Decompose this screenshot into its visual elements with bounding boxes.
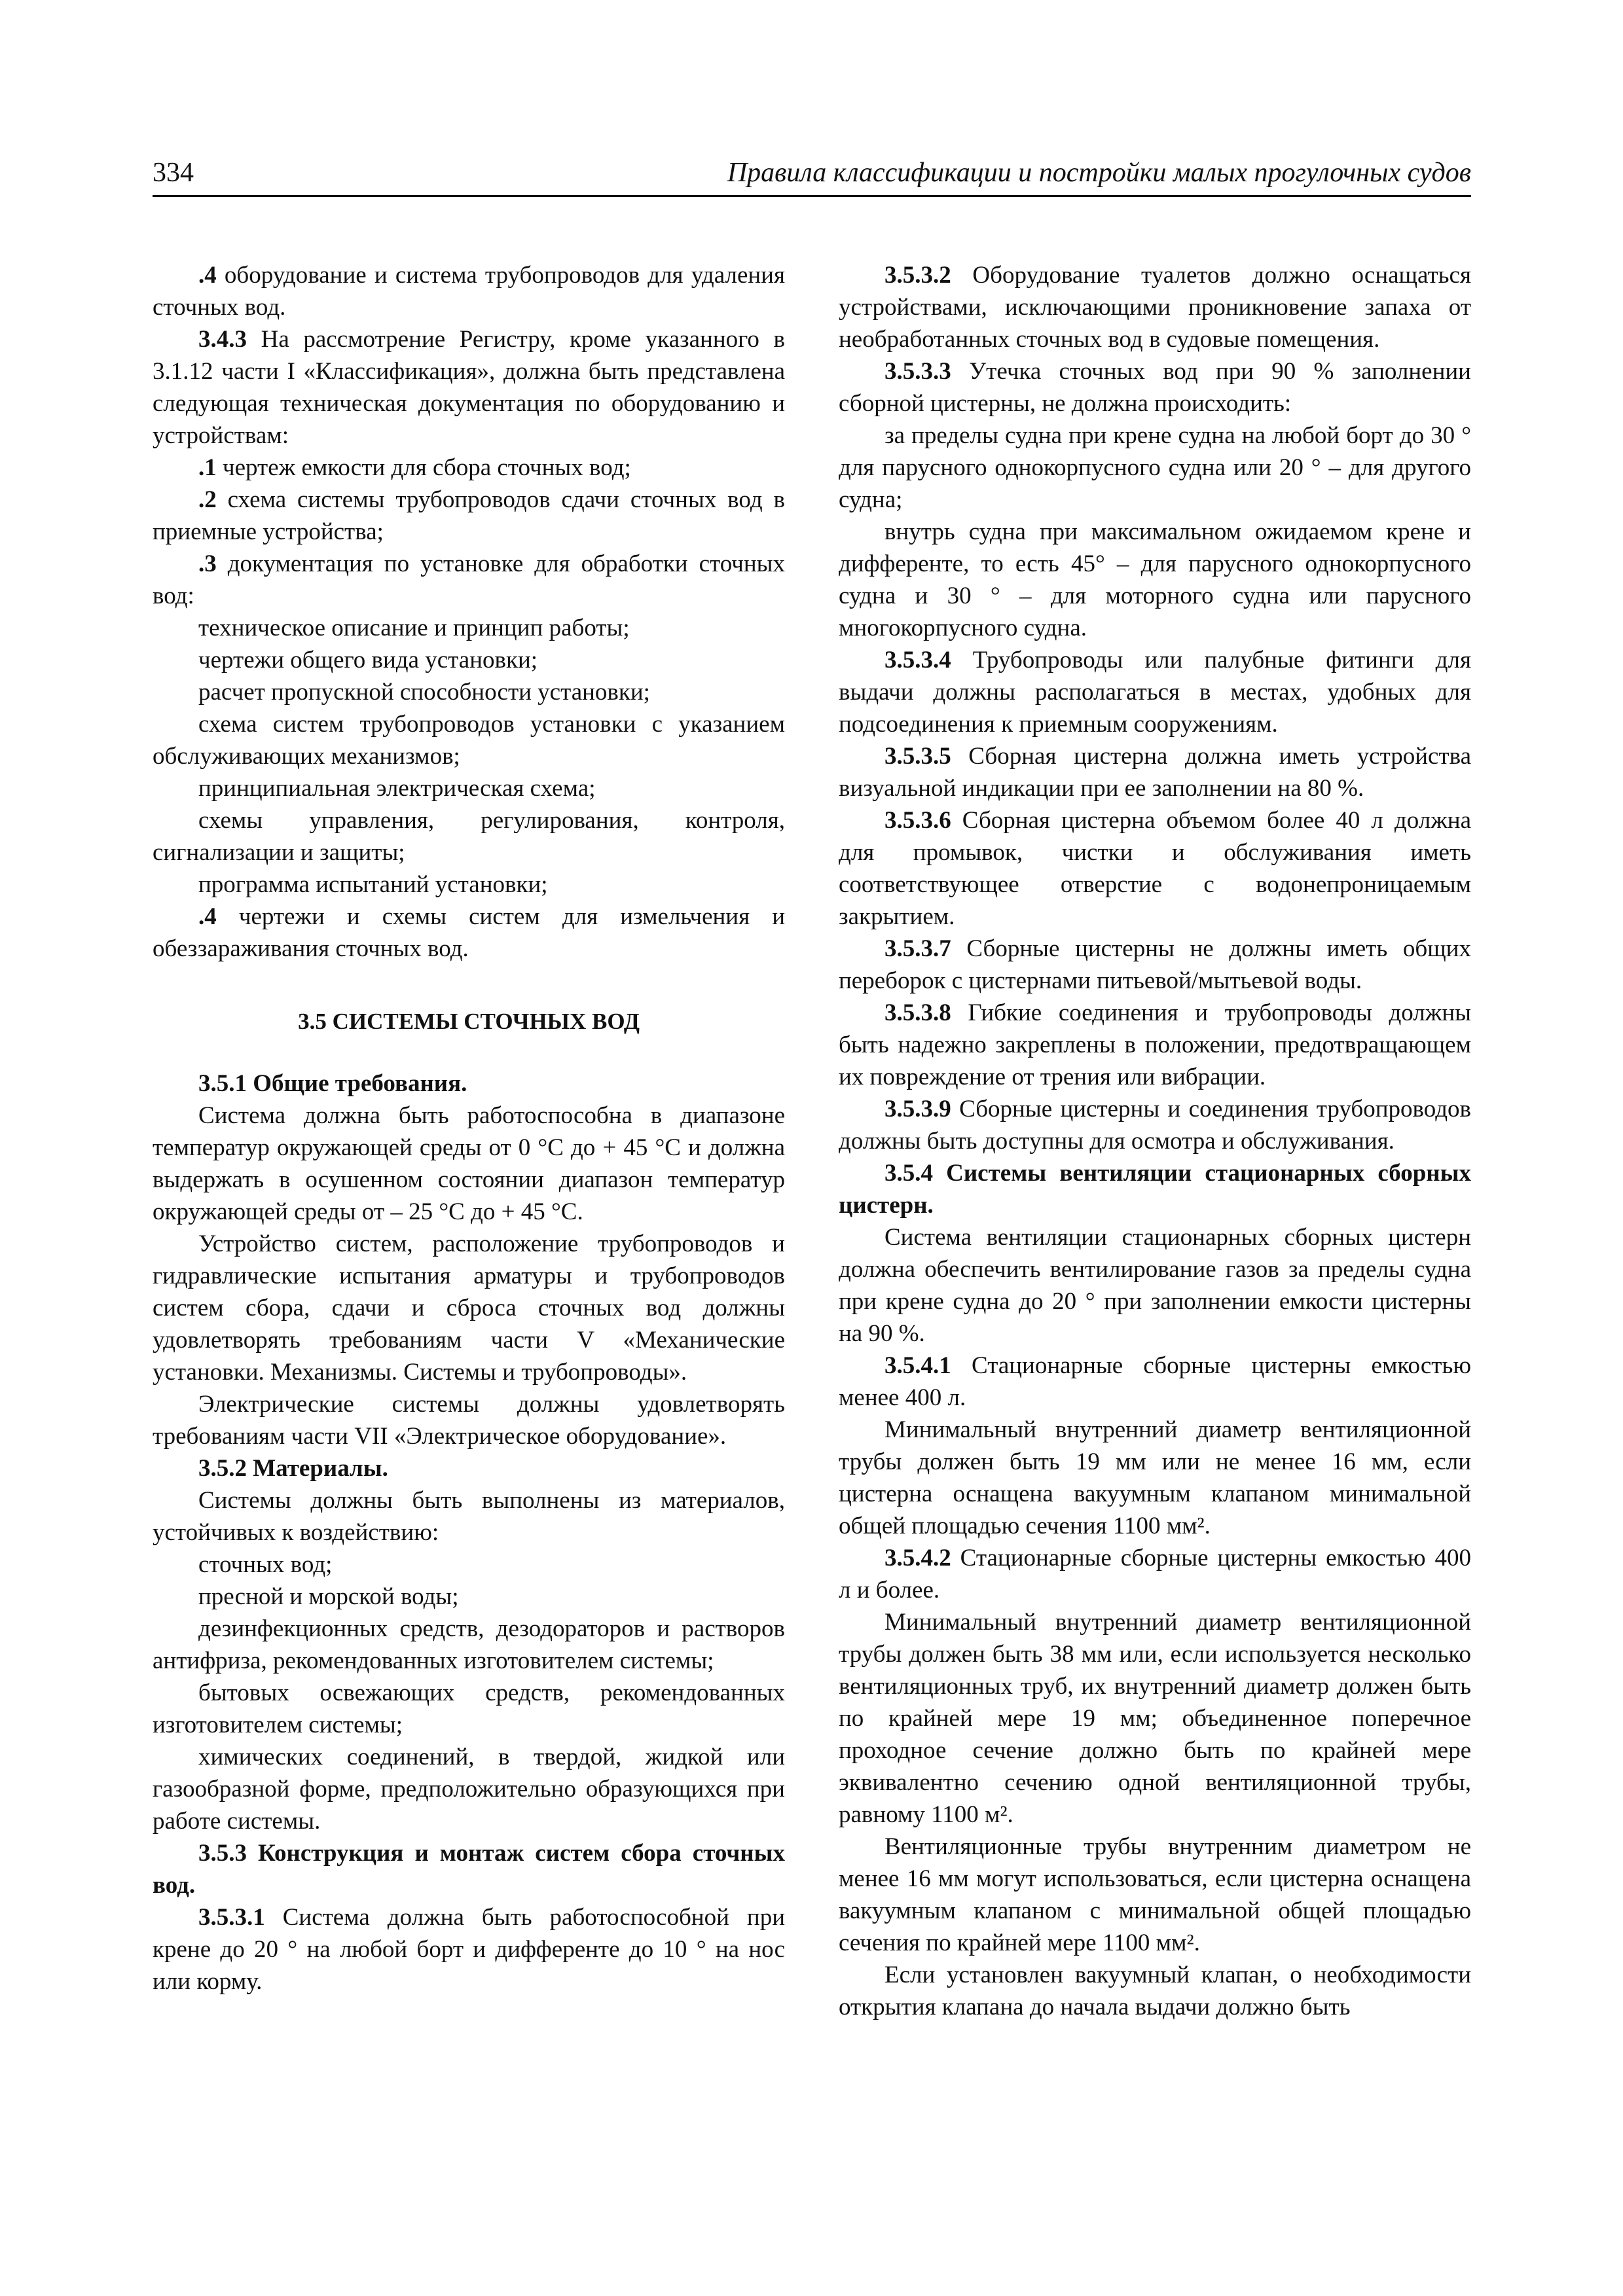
paragraph: Если установлен вакуумный клапан, о необходимости открытия клапана до начала выдачи должно быть: [839, 1962, 1471, 2020]
paragraph: Минимальный внутренний диаметр вентиляционной трубы должен быть 38 мм или, если используется несколько вентиляционных труб, их внутренний диаметр должен быть по крайней мере 19 мм; объединенное поперечное проходное сечение должно быть по крайней мере эквивалентно сечению одной вентиляционной трубы, равному 1100 м².: [839, 1609, 1471, 1828]
subsection-heading: 3.5.1 Общие требования.: [198, 1070, 467, 1097]
paragraph: Вентиляционные трубы внутренним диаметром не менее 16 мм могут использоваться, если цистерна оснащена вакуумным клапаном с минимальной общей площадью сечения по крайней мере 1100 мм².: [839, 1833, 1471, 1956]
section-title: 3.5 СИСТЕМЫ СТОЧНЫХ ВОД: [298, 1009, 640, 1034]
paragraph: 3.5.3.2 Оборудование туалетов должно оснащаться устройствами, исключающими проникновение запаха от необработанных сточных вод в судовые помещения.: [839, 262, 1471, 353]
subsection-heading: 3.5.2 Материалы.: [198, 1455, 388, 1482]
paragraph: Минимальный внутренний диаметр вентиляционной трубы должен быть 19 мм или не менее 16 мм, если цистерна оснащена вакуумным клапаном минимальной общей площадью сечения 1100 мм².: [839, 1416, 1471, 1539]
paragraph: 3.5.4.1 Стационарные сборные цистерны емкостью менее 400 л.: [839, 1352, 1471, 1411]
subsection-heading: 3.5.3 Конструкция и монтаж систем сбора сточных вод.: [153, 1840, 785, 1899]
paragraph: Система вентиляции стационарных сборных цистерн должна обеспечить вентилирование газов за пределы судна при крене судна до 20 ° при заполнении емкости цистерны на 90 %.: [839, 1224, 1471, 1347]
paragraph: 3.5.4.2 Стационарные сборные цистерны емкостью 400 л и более.: [839, 1545, 1471, 1604]
paragraph: .4 чертежи и схемы систем для измельчения и обеззараживания сточных вод.: [153, 903, 785, 962]
paragraph: 3.5.3.1 Система должна быть работоспособной при крене до 20 ° на любой борт и дифференте до 10 ° на нос или корму.: [153, 1904, 785, 1995]
paragraph: .4 оборудование и система трубопроводов для удаления сточных вод.: [153, 262, 785, 321]
list-item: схема систем трубопроводов установки с указанием обслуживающих механизмов;: [153, 711, 785, 770]
paragraph: Системы должны быть выполнены из материалов, устойчивых к воздействию:: [153, 1487, 785, 1546]
paragraph: 3.5.3.9 Сборные цистерны и соединения трубопроводов должны быть доступны для осмотра и обслуживания.: [839, 1096, 1471, 1155]
list-item: дезинфекционных средств, дезодораторов и растворов антифриза, рекомендованных изготовителем системы;: [153, 1615, 785, 1674]
paragraph: 3.5.3.4 Трубопроводы или палубные фитинги для выдачи должны располагаться в местах, удобных для подсоединения к приемным сооружениям.: [839, 647, 1471, 738]
paragraph: Устройство систем, расположение трубопроводов и гидравлические испытания арматуры и трубопроводов систем сбора, сдачи и сброса сточных вод должны удовлетворять требованиям части V «Механические установки. Механизмы. Системы и трубопроводы».: [153, 1230, 785, 1386]
paragraph: Электрические системы должны удовлетворять требованиям части VII «Электрическое оборудование».: [153, 1391, 785, 1450]
right-column: [839, 259, 1471, 2023]
list-item: бытовых освежающих средств, рекомендованных изготовителем системы;: [153, 1679, 785, 1738]
list-item: техническое описание и принцип работы;: [198, 615, 630, 641]
paragraph: .1 чертеж емкости для сбора сточных вод;: [198, 454, 631, 481]
list-item: чертежи общего вида установки;: [198, 647, 538, 673]
list-item: схемы управления, регулирования, контроля, сигнализации и защиты;: [153, 807, 785, 866]
list-item: программа испытаний установки;: [198, 871, 548, 898]
running-title: Правила классификации и постройки малых прогулочных судов: [727, 158, 1471, 188]
paragraph: 3.5.3.7 Сборные цистерны не должны иметь общих переборок с цистернами питьевой/мытьевой воды.: [839, 935, 1471, 994]
left-column: [153, 259, 785, 1998]
paragraph: 3.5.3.3 Утечка сточных вод при 90 % заполнении сборной цистерны, не должна происходить:: [839, 358, 1471, 417]
list-item: внутрь судна при максимальном ожидаемом крене и дифференте, то есть 45° – для парусного однокорпусного судна и 30 ° – для моторного судна или парусного многокорпусного судна.: [839, 518, 1471, 641]
paragraph: .2 схема системы трубопроводов сдачи сточных вод в приемные устройства;: [153, 486, 785, 545]
paragraph: 3.5.3.6 Сборная цистерна объемом более 40 л должна для промывок, чистки и обслуживания иметь соответствующее отверстие с водонепроницаемым закрытием.: [839, 807, 1471, 930]
paragraph: 3.5.3.8 Гибкие соединения и трубопроводы должны быть надежно закреплены в положении, предотвращающем их повреждение от трения или вибрации.: [839, 999, 1471, 1090]
subsection-heading: 3.5.4 Системы вентиляции стационарных сборных цистерн.: [839, 1160, 1471, 1219]
page-header: [153, 154, 1471, 197]
list-item: сточных вод;: [198, 1551, 333, 1578]
page-number: 334: [153, 158, 194, 188]
list-item: за пределы судна при крене судна на любой борт до 30 ° для парусного однокорпусного судна или 20 ° – для другого судна;: [839, 422, 1471, 513]
paragraph: Система должна быть работоспособна в диапазоне температур окружающей среды от 0 °С до + 45 °С и должна выдержать в осушенном состоянии диапазон температур окружающей среды от – 25 °С до + 45 °С.: [153, 1102, 785, 1225]
list-item: химических соединений, в твердой, жидкой или газообразной форме, предположительно образующихся при работе системы.: [153, 1744, 785, 1835]
paragraph: 3.4.3 На рассмотрение Регистру, кроме указанного в 3.1.12 части I «Классификация», должна быть представлена следующая техническая документация по оборудованию и устройствам:: [153, 326, 785, 449]
list-item: расчет пропускной способности установки;: [198, 679, 650, 706]
list-item: пресной и морской воды;: [198, 1583, 459, 1610]
paragraph: .3 документация по установке для обработки сточных вод:: [153, 550, 785, 609]
paragraph: 3.5.3.5 Сборная цистерна должна иметь устройства визуальной индикации при ее заполнении на 80 %.: [839, 743, 1471, 802]
list-item: принципиальная электрическая схема;: [198, 775, 596, 802]
